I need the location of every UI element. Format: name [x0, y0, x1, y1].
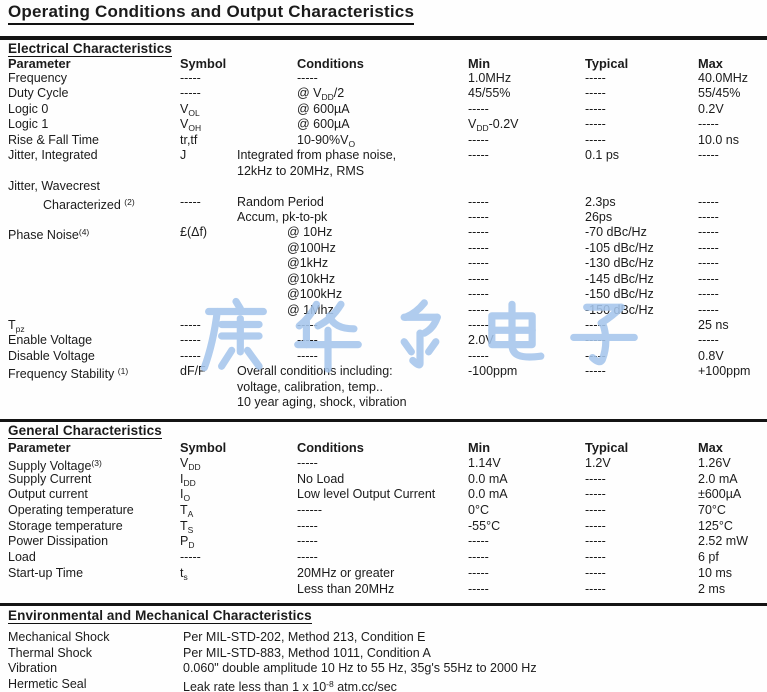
cell: -----	[698, 209, 719, 224]
cell: Supply Voltage$^{(3)}$	[8, 458, 102, 473]
col-header-parameter: Parameter	[8, 56, 71, 71]
cell: Accum, pk-to-pk	[237, 209, 328, 224]
table-row	[0, 456, 767, 472]
cell: Overall conditions including:	[237, 364, 393, 379]
table-row	[0, 225, 767, 243]
cell: -----	[297, 71, 318, 85]
cell: -----	[468, 132, 489, 147]
cell: -----	[468, 209, 489, 224]
cell: Rise & Fall Time	[8, 132, 99, 147]
cell: @100kHz	[287, 287, 343, 302]
cell: Power Dissipation	[8, 534, 109, 549]
table-row	[0, 179, 767, 194]
cell: -----	[585, 318, 606, 332]
cell: -----	[585, 503, 606, 518]
cell: $I_{DD}$	[180, 471, 196, 488]
cell: Supply Current	[8, 471, 92, 486]
col-header-max: Max	[698, 56, 723, 71]
table-row	[0, 472, 767, 488]
cell: -----	[468, 194, 489, 209]
cell: Low level Output Current	[297, 487, 436, 502]
cell: 25 ns	[698, 318, 729, 332]
cell: -----	[468, 225, 489, 240]
cell: $T_{pz}$	[8, 318, 25, 334]
cell: -----	[585, 348, 606, 363]
table-row	[0, 86, 767, 101]
cell: Phase Noise$^{(4)}$	[8, 227, 90, 243]
cell: @ 600µA	[297, 117, 350, 132]
cell: $T_A$	[180, 503, 194, 520]
cell: -----	[468, 550, 489, 565]
cell: -----	[585, 86, 606, 101]
cell: 0°C	[468, 503, 489, 518]
table-row	[0, 210, 767, 225]
cell: 12kHz to 20MHz, RMS	[237, 163, 365, 178]
cell: -----	[297, 534, 318, 549]
cell: No Load	[297, 471, 345, 486]
table-row	[0, 534, 767, 550]
cell: -----	[180, 348, 201, 363]
cell: +100ppm	[698, 364, 751, 379]
cell: $t_s$	[180, 565, 188, 582]
table-row	[0, 333, 767, 348]
divider	[0, 419, 767, 422]
col-header-parameter: Parameter	[8, 440, 71, 455]
cell: -----	[698, 148, 719, 163]
cell: -----	[468, 565, 489, 580]
cell: 0.060" double amplitude 10 Hz to 55 Hz, 35g's 55Hz to 2000 Hz	[183, 661, 537, 676]
cell: Leak rate less than 1 x $10^{-8}$ atm.cc/sec	[183, 678, 397, 692]
cell: -----	[468, 240, 489, 255]
cell: -----	[698, 302, 719, 317]
table-row	[0, 148, 767, 163]
cell: £(Δf)	[180, 225, 208, 240]
cell: ------	[297, 503, 322, 518]
cell: voltage, calibration, temp..	[237, 379, 383, 394]
cell: 10.0 ns	[698, 132, 740, 147]
table-row	[0, 566, 767, 582]
cell: @ 1Mhz	[287, 302, 334, 317]
cell: @ $V_{DD}/2$	[297, 86, 345, 103]
cell: Per MIL-STD-202, Method 213, Condition E	[183, 630, 426, 644]
cell: -----	[585, 471, 606, 486]
table-row	[0, 195, 767, 210]
cell: -----	[698, 271, 719, 286]
environmental-table	[0, 630, 767, 692]
cell: Enable Voltage	[8, 333, 93, 348]
cell: -----	[468, 256, 489, 271]
cell: 0.0 mA	[468, 471, 508, 486]
divider	[0, 603, 767, 606]
cell: -150 dBc/Hz	[585, 287, 654, 302]
col-header-symbol: Symbol	[180, 440, 227, 455]
cell: -----	[585, 71, 606, 85]
cell: 20MHz or greater	[297, 565, 395, 580]
cell: -----	[585, 333, 606, 348]
table-row	[0, 241, 767, 256]
cell: Frequency Stability $^{(1)}$	[8, 366, 129, 382]
cell: -----	[297, 550, 318, 565]
section-title-electrical: Electrical Characteristics	[8, 41, 172, 56]
cell: Start-up Time	[8, 565, 84, 580]
cell: Jitter, Integrated	[8, 148, 98, 163]
cell: -----	[468, 287, 489, 302]
cell: 2.3ps	[585, 194, 616, 209]
table-row	[0, 164, 767, 179]
cell: -----	[585, 487, 606, 502]
col-header-typical: Typical	[585, 440, 629, 455]
cell: -----	[468, 101, 489, 116]
cell: 40.0MHz	[698, 71, 749, 85]
cell: -70 dBc/Hz	[585, 225, 647, 240]
section-title-general: General Characteristics	[8, 423, 162, 438]
cell: -----	[698, 225, 719, 240]
cell: @100Hz	[287, 240, 336, 255]
cell: Less than 20MHz	[297, 581, 395, 596]
cell: -----	[297, 518, 318, 533]
table-row	[0, 380, 767, 395]
section-title-environmental: Environmental and Mechanical Characteristics	[8, 608, 312, 623]
cell: Disable Voltage	[8, 348, 95, 363]
general-header-row	[0, 440, 767, 455]
col-header-typical: Typical	[585, 56, 629, 71]
cell: @10kHz	[287, 271, 336, 286]
cell: J	[180, 148, 187, 163]
table-row	[0, 71, 767, 86]
cell: @ 600µA	[297, 101, 350, 116]
cell: -----	[585, 117, 606, 132]
cell: ±600µA	[698, 487, 742, 502]
cell: -----	[180, 71, 201, 85]
cell: -----	[585, 550, 606, 565]
cell: Storage temperature	[8, 518, 123, 533]
cell: -55°C	[468, 518, 501, 533]
cell: -----	[585, 534, 606, 549]
cell: 70°C	[698, 503, 726, 518]
cell: -----	[698, 256, 719, 271]
cell: -----	[180, 333, 201, 348]
cell: -----	[297, 333, 318, 348]
page-title: Operating Conditions and Output Characteristics	[8, 2, 414, 25]
table-row	[0, 349, 767, 364]
cell: -----	[585, 364, 606, 379]
cell: -----	[468, 302, 489, 317]
cell: Integrated from phase noise,	[237, 148, 397, 163]
cell: 0.8V	[698, 348, 724, 363]
table-row	[0, 519, 767, 535]
cell: 0.0 mA	[468, 487, 508, 502]
col-header-min: Min	[468, 440, 491, 455]
cell: -----	[585, 581, 606, 596]
cell: $V_{OL}$	[180, 101, 200, 118]
divider	[0, 36, 767, 40]
cell: @1kHz	[287, 256, 329, 271]
cell: -100ppm	[468, 364, 518, 379]
cell: -----	[468, 581, 489, 596]
cell: Mechanical Shock	[8, 630, 110, 644]
table-row	[0, 395, 767, 410]
cell: 1.26V	[698, 456, 731, 470]
cell: Frequency	[8, 71, 68, 85]
cell: Operating temperature	[8, 503, 134, 518]
table-row	[0, 661, 767, 677]
electrical-header-row	[0, 56, 767, 71]
cell: -----	[468, 148, 489, 163]
table-row	[0, 102, 767, 117]
cell: $V_{OH}$	[180, 117, 202, 134]
cell: 55/45%	[698, 86, 741, 101]
cell: -----	[468, 348, 489, 363]
table-row	[0, 318, 767, 333]
col-header-conditions: Conditions	[297, 56, 364, 71]
col-header-symbol: Symbol	[180, 56, 227, 71]
cell: 1.0MHz	[468, 71, 512, 85]
cell: $V_{DD}-0.2V$	[468, 117, 519, 134]
cell: $T_S$	[180, 518, 194, 535]
cell: Duty Cycle	[8, 86, 69, 101]
cell: -----	[585, 518, 606, 533]
cell: 2.52 mW	[698, 534, 749, 549]
cell: 45/55%	[468, 86, 511, 101]
table-row	[0, 677, 767, 692]
cell: -----	[297, 318, 318, 332]
cell: Vibration	[8, 661, 58, 676]
cell: -----	[698, 240, 719, 255]
col-header-max: Max	[698, 440, 723, 455]
cell: dF/F	[180, 364, 206, 379]
table-row	[0, 646, 767, 662]
table-row	[0, 503, 767, 519]
cell: $I_O$	[180, 487, 191, 504]
cell: -----	[297, 348, 318, 363]
cell: -----	[585, 101, 606, 116]
cell: $V_{DD}$	[180, 456, 201, 472]
cell: $10-90\%V_O$	[297, 132, 356, 149]
cell: -----	[585, 565, 606, 580]
cell: -----	[698, 194, 719, 209]
cell: -----	[585, 132, 606, 147]
cell: 10 ms	[698, 565, 733, 580]
col-header-conditions: Conditions	[297, 440, 364, 455]
cell: 2.0V	[468, 333, 494, 348]
cell: Hermetic Seal	[8, 676, 87, 691]
cell: Load	[8, 550, 36, 565]
table-row	[0, 272, 767, 287]
cell: 2 ms	[698, 581, 726, 596]
cell: -----	[180, 318, 201, 332]
table-row	[0, 117, 767, 132]
cell: $P_D$	[180, 534, 195, 551]
cell: -150 dBc/Hz	[585, 302, 654, 317]
table-row	[0, 133, 767, 148]
cell: Logic 1	[8, 117, 49, 132]
table-row	[0, 550, 767, 566]
cell: -----	[180, 194, 201, 209]
cell: -105 dBc/Hz	[585, 240, 654, 255]
cell: Per MIL-STD-883, Method 1011, Condition A	[183, 645, 431, 660]
general-table	[0, 456, 767, 597]
cell: 26ps	[585, 209, 613, 224]
table-row	[0, 303, 767, 318]
cell: 10 year aging, shock, vibration	[237, 395, 407, 410]
cell: -----	[698, 333, 719, 348]
cell: 125°C	[698, 518, 733, 533]
cell: @ 10Hz	[287, 225, 333, 240]
cell: tr,tf	[180, 132, 198, 147]
cell: -----	[698, 117, 719, 132]
cell: 1.14V	[468, 456, 501, 470]
cell: Logic 0	[8, 101, 49, 116]
table-row	[0, 287, 767, 302]
cell: -----	[468, 271, 489, 286]
cell: 0.2V	[698, 101, 724, 116]
table-row	[0, 487, 767, 503]
cell: -130 dBc/Hz	[585, 256, 654, 271]
cell: Output current	[8, 487, 88, 502]
cell: -----	[180, 86, 201, 101]
table-row	[0, 364, 767, 382]
cell: -145 dBc/Hz	[585, 271, 654, 286]
cell: -----	[468, 534, 489, 549]
cell: 2.0 mA	[698, 471, 738, 486]
table-row	[0, 256, 767, 271]
cell: 1.2V	[585, 456, 611, 470]
electrical-table	[0, 71, 767, 411]
table-row	[0, 582, 767, 598]
cell: Random Period	[237, 194, 324, 209]
cell: -----	[468, 318, 489, 332]
cell: Jitter, Wavecrest	[8, 179, 100, 194]
cell: -----	[297, 456, 318, 470]
col-header-min: Min	[468, 56, 491, 71]
cell: -----	[698, 287, 719, 302]
cell: 0.1 ps	[585, 148, 620, 163]
cell: Thermal Shock	[8, 645, 93, 660]
cell: Characterized $^{(2)}$	[43, 196, 135, 212]
cell: 6 pf	[698, 550, 719, 565]
table-row	[0, 630, 767, 646]
cell: -----	[180, 550, 201, 565]
